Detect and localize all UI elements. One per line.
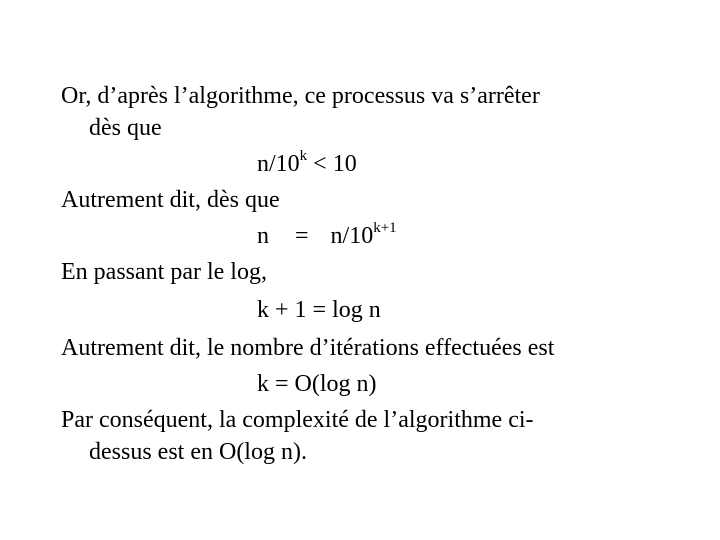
formula-1-base: n/10: [257, 151, 300, 177]
paragraph-2: Autrement dit, dès que: [61, 187, 280, 213]
paragraph-1-line-2: dès que: [89, 115, 162, 141]
paragraph-5-line-2: dessus est en O(log n).: [89, 439, 307, 465]
formula-1: [257, 150, 357, 178]
formula-2-exponent: k+1: [373, 220, 397, 236]
paragraph-4: Autrement dit, le nombre d’itérations effectuées est: [61, 335, 555, 361]
formula-3: k + 1 = log n: [257, 297, 381, 323]
formula-2-base: n/10: [330, 223, 374, 249]
formula-2-lhs: n: [257, 223, 269, 249]
paragraph-5-line-1: Par conséquent, la complexité de l’algorithme ci-: [61, 407, 534, 433]
paragraph-1-line-1: Or, d’après l’algorithme, ce processus va s’arrêter: [61, 83, 540, 109]
formula-2-operator: =: [295, 223, 309, 249]
formula-1-exponent: k: [299, 148, 308, 164]
formula-4: k = O(log n): [257, 371, 377, 397]
formula-1-rest: < 10: [307, 151, 357, 177]
paragraph-3: En passant par le log,: [61, 259, 267, 285]
formula-2: [257, 222, 397, 250]
